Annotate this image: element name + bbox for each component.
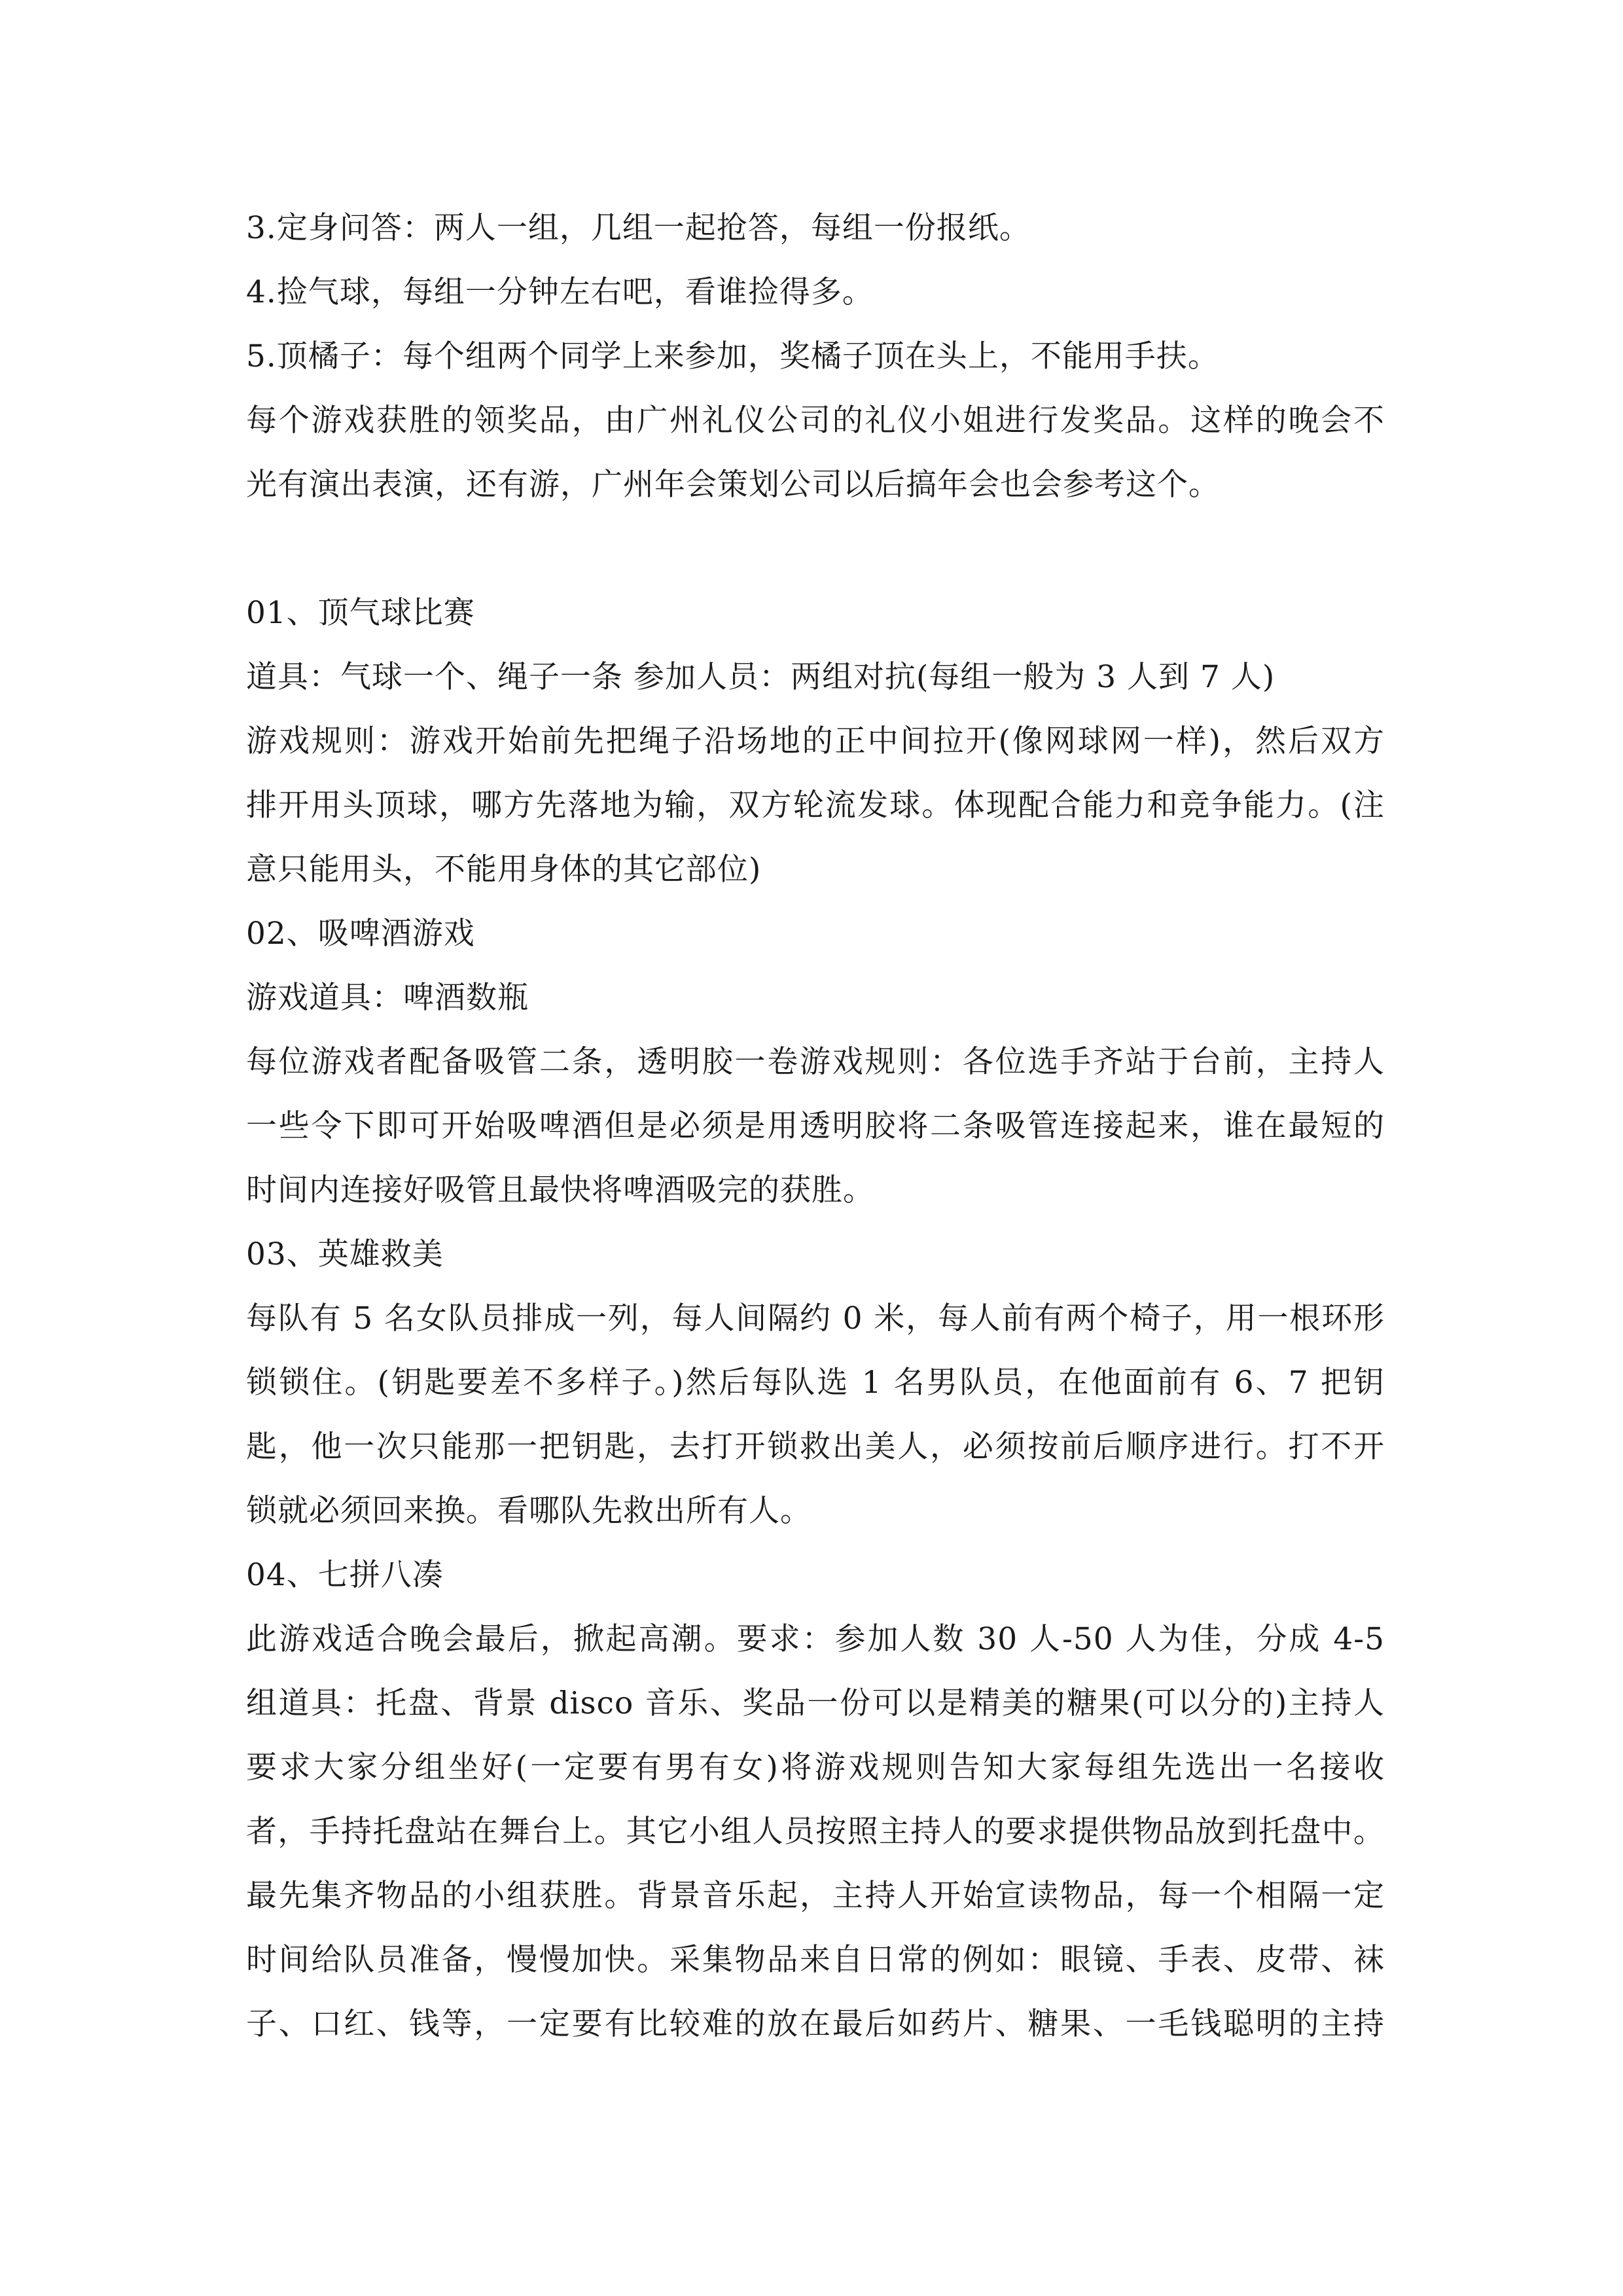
text-line: 要求大家分组坐好(一定要有男有女)将游戏规则告知大家每组先选出一名接收: [246, 1749, 1385, 1785]
text-line: 者，手持托盘站在舞台上。其它小组人员按照主持人的要求提供物品放到托盘中。: [246, 1814, 1385, 1850]
section-heading: 03、英雄救美: [246, 1236, 444, 1272]
section-heading: 01、顶气球比赛: [246, 595, 475, 631]
text-line: 锁锁住。(钥匙要差不多样子。)然后每队选 1 名男队员，在他面前有 6、7 把钥: [246, 1365, 1385, 1401]
text-line: 每个游戏获胜的领奖品，由广州礼仪公司的礼仪小姐进行发奖品。这样的晚会不: [246, 403, 1385, 439]
text-line: 4.捡气球，每组一分钟左右吧，看谁捡得多。: [246, 274, 874, 310]
section-heading: 04、七拼八凑: [246, 1557, 444, 1593]
text-line: 每队有 5 名女队员排成一列，每人间隔约 0 米，每人前有两个椅子，用一根环形: [246, 1300, 1385, 1336]
document-body: [246, 196, 1385, 2056]
text-line: 意只能用头，不能用身体的其它部位): [246, 852, 762, 888]
text-line: 道具：气球一个、绳子一条 参加人员：两组对抗(每组一般为 3 人到 7 人): [246, 659, 1275, 695]
text-line: 每位游戏者配备吸管二条，透明胶一卷游戏规则：各位选手齐站于台前，主持人: [246, 1044, 1385, 1080]
section-heading: 02、吸啤酒游戏: [246, 916, 475, 952]
text-line: 5.顶橘子：每个组两个同学上来参加，奖橘子顶在头上，不能用手扶。: [246, 338, 1219, 374]
text-line: 最先集齐物品的小组获胜。背景音乐起，主持人开始宣读物品，每一个相隔一定: [246, 1878, 1385, 1914]
text-line: 排开用头顶球，哪方先落地为输，双方轮流发球。体现配合能力和竞争能力。(注: [246, 787, 1385, 823]
text-line: 一些令下即可开始吸啤酒但是必须是用透明胶将二条吸管连接起来，谁在最短的: [246, 1108, 1385, 1144]
text-line: 锁就必须回来换。看哪队先救出所有人。: [246, 1493, 812, 1529]
text-line: 3.定身问答：两人一组，几组一起抢答，每组一份报纸。: [246, 210, 1031, 246]
text-line: 游戏规则：游戏开始前先把绳子沿场地的正中间拉开(像网球网一样)，然后双方: [246, 723, 1385, 759]
paragraph-gap: [246, 517, 1385, 581]
text-line: 游戏道具：啤酒数瓶: [246, 980, 529, 1016]
text-line: 组道具：托盘、背景 disco 音乐、奖品一份可以是精美的糖果(可以分的)主持人: [246, 1685, 1385, 1721]
text-line: 此游戏适合晚会最后，掀起高潮。要求：参加人数 30 人-50 人为佳，分成 4-5: [246, 1621, 1385, 1657]
text-line: 匙，他一次只能那一把钥匙，去打开锁救出美人，必须按前后顺序进行。打不开: [246, 1429, 1385, 1465]
text-line: 子、口红、钱等，一定要有比较难的放在最后如药片、糖果、一毛钱聪明的主持: [246, 2006, 1385, 2042]
text-line: 光有演出表演，还有游，广州年会策划公司以后搞年会也会参考这个。: [246, 467, 1220, 503]
text-line: 时间给队员准备，慢慢加快。采集物品来自日常的例如：眼镜、手表、皮带、袜: [246, 1942, 1385, 1978]
text-line: 时间内连接好吸管且最快将啤酒吸完的获胜。: [246, 1172, 874, 1208]
